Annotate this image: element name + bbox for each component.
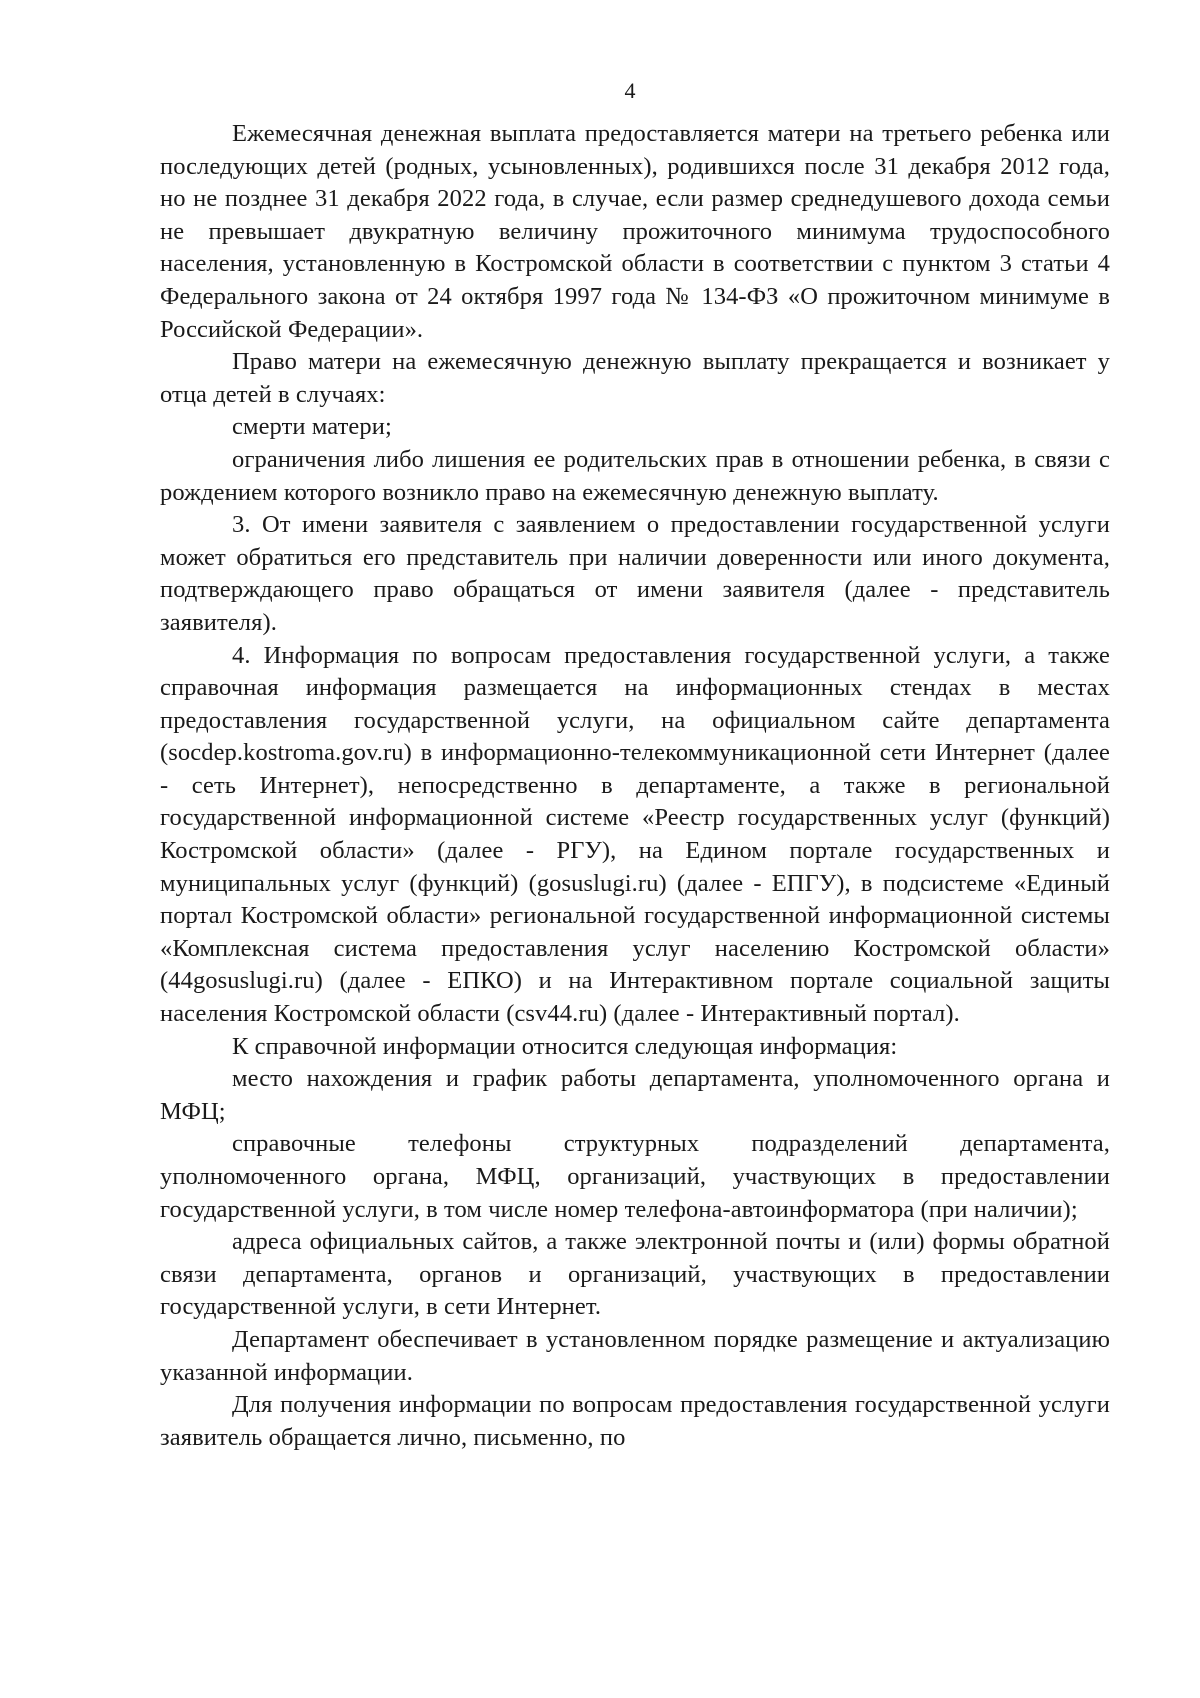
paragraph-item-3-representative: 3. От имени заявителя с заявлением о предоставлении государственной услуги может обратиться его представитель при наличии доверенности или иного документа, подтверждающего право обращаться от имени заявителя (далее - представитель заявителя). xyxy=(160,511,1110,636)
paragraph-mother-death: смерти матери; xyxy=(232,413,392,441)
paragraph-reference-info-intro: К справочной информации относится следующая информация: xyxy=(232,1032,898,1060)
page-number: 4 xyxy=(624,78,636,103)
paragraph-reference-phones: справочные телефоны структурных подразделений департамента, уполномоченного органа, МФЦ, организаций, участвующих в предоставлении государственной услуги, в том числе номер телефона-автоинформатора (при наличии); xyxy=(160,1130,1110,1223)
paragraph-item-4-information: 4. Информация по вопросам предоставления государственной услуги, а также справочная информация размещается на информационных стендах в местах предоставления государственной услуги, на официальном сайте департамента (socdep.kostroma.gov.ru) в информационно-телекоммуникационной сети Интернет (далее - сеть Интернет), непосредственно в департаменте, а также в региональной государственной информационной системе «Реестр государственных услуг (функций) Костромской области» (далее - РГУ), на Едином портале государственных и муниципальных услуг (функций) (gosuslugi.ru) (далее - ЕПГУ), в подсистеме «Единый портал Костромской области» региональной государственной информационной системы «Комплексная система предоставления услуг населению Костромской области» (44gosuslugi.ru) (далее - ЕПКО) и на Интерактивном портале социальной защиты населения Костромской области (csv44.ru) (далее - Интерактивный портал). xyxy=(160,641,1110,1028)
paragraph-right-transfer: Право матери на ежемесячную денежную выплату прекращается и возникает у отца детей в случаях: xyxy=(160,348,1110,408)
document-body xyxy=(160,118,1110,1454)
paragraph-parental-rights: ограничения либо лишения ее родительских прав в отношении ребенка, в связи с рождением которого возникло право на ежемесячную денежную выплату. xyxy=(160,445,1110,506)
paragraph-official-sites: адреса официальных сайтов, а также электронной почты и (или) формы обратной связи департамента, органов и организаций, участвующих в предоставлении государственной услуги, в сети Интернет. xyxy=(160,1228,1110,1321)
paragraph-obtaining-information: Для получения информации по вопросам предоставления государственной услуги заявитель обращается лично, письменно, по xyxy=(160,1391,1110,1451)
paragraph-department-ensures: Департамент обеспечивает в установленном порядке размещение и актуализацию указанной информации. xyxy=(160,1325,1110,1386)
paragraph-monthly-payment: Ежемесячная денежная выплата предоставляется матери на третьего ребенка или последующих детей (родных, усыновленных), родившихся после 31 декабря 2012 года, но не позднее 31 декабря 2022 года, в случае, если размер среднедушевого дохода семьи не превышает двукратную величину прожиточного минимума трудоспособного населения, установленную в Костромской области в соответствии с пунктом 3 статьи 4 Федерального закона от 24 октября 1997 года № 134-ФЗ «О прожиточном минимуме в Российской Федерации». xyxy=(160,120,1110,343)
paragraph-location-schedule: место нахождения и график работы департамента, уполномоченного органа и МФЦ; xyxy=(160,1065,1110,1125)
